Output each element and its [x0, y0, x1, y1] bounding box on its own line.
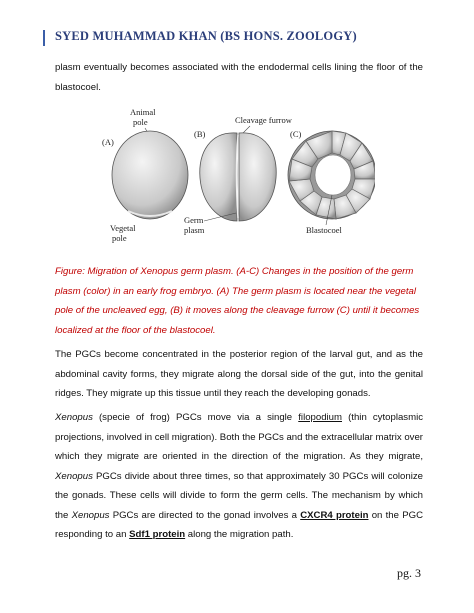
panel-a-label: (A) — [102, 137, 114, 147]
animal-pole-label-line2: pole — [133, 117, 148, 127]
figure-caption: Figure: Migration of Xenopus germ plasm. (A-C) Changes in the position of the germ plasm (color) in an early frog embryo. (A) The germ plasm is located near the vegetal pole of the uncleaved egg, (B) it moves along the cleavage furrow (C) until it becomes localized at the floor of the blastocoel. — [55, 266, 420, 336]
blastocoel-label: Blastocoel — [306, 225, 342, 235]
header-title: SYED MUHAMMAD KHAN (BS HONS. ZOOLOGY) — [55, 29, 357, 43]
page-number: pg. 3 — [397, 566, 421, 580]
blastula — [288, 131, 375, 219]
panel-c-label: (C) — [290, 129, 302, 139]
xenopus-term: Xenopus — [71, 509, 110, 521]
header-accent-bar — [43, 30, 45, 46]
sdf1-protein-term: Sdf1 protein — [129, 529, 186, 540]
uncleaved-egg — [112, 131, 188, 219]
germ-plasm-label-line1: Germ — [184, 215, 204, 225]
xenopus-term: Xenopus — [55, 412, 93, 423]
blastocoel-cavity — [315, 155, 351, 195]
vegetal-pole-label-line1: Vegetal — [110, 223, 136, 233]
blastomere-right — [239, 133, 276, 221]
cleavage-furrow-label: Cleavage furrow — [235, 115, 292, 125]
filopodium-term: filopodium — [298, 412, 342, 423]
xenopus-term: Xenopus — [55, 470, 93, 482]
vegetal-pole-label-line2: pole — [112, 233, 127, 243]
cxcr4-protein-term: CXCR4 protein — [300, 509, 369, 521]
panel-b-label: (B) — [194, 129, 206, 139]
paragraph-1: plasm eventually becomes associated with the endodermal cells lining the floor of the blastocoel. — [55, 62, 423, 93]
paragraph-2: The PGCs become concentrated in the posterior region of the larval gut, and as the abdominal cavity forms, they migrate along the dorsal side of the gut, into the genital ridges. They migrate up this tissue until they reach the developing gonads. — [55, 349, 423, 399]
embryo-figure — [100, 103, 375, 253]
animal-pole-label-line1: Animal — [130, 107, 156, 117]
blastomere-left — [200, 133, 237, 221]
germ-plasm-label-line2: plasm — [184, 225, 205, 235]
germ-plasm-b — [237, 135, 239, 218]
embryo-figure-svg — [100, 103, 375, 253]
paragraph-3: Xenopus (specie of frog) PGCs move via a single filopodium (thin cytoplasmic projections, involved in cell migration). Both the PGCs and the extracellular matrix over which they migrate are oriented in the direction of the migration. As they migrate, Xenopus PGCs divide about three times, so that approximately 30 PGCs will colonize the gonads. These cells will divide to form the germ cells. The mechanism by which the Xenopus PGCs are directed to the gonad involves a CXCR4 protein on the PGC responding to an Sdf1 protein along the migration path. — [55, 412, 424, 540]
